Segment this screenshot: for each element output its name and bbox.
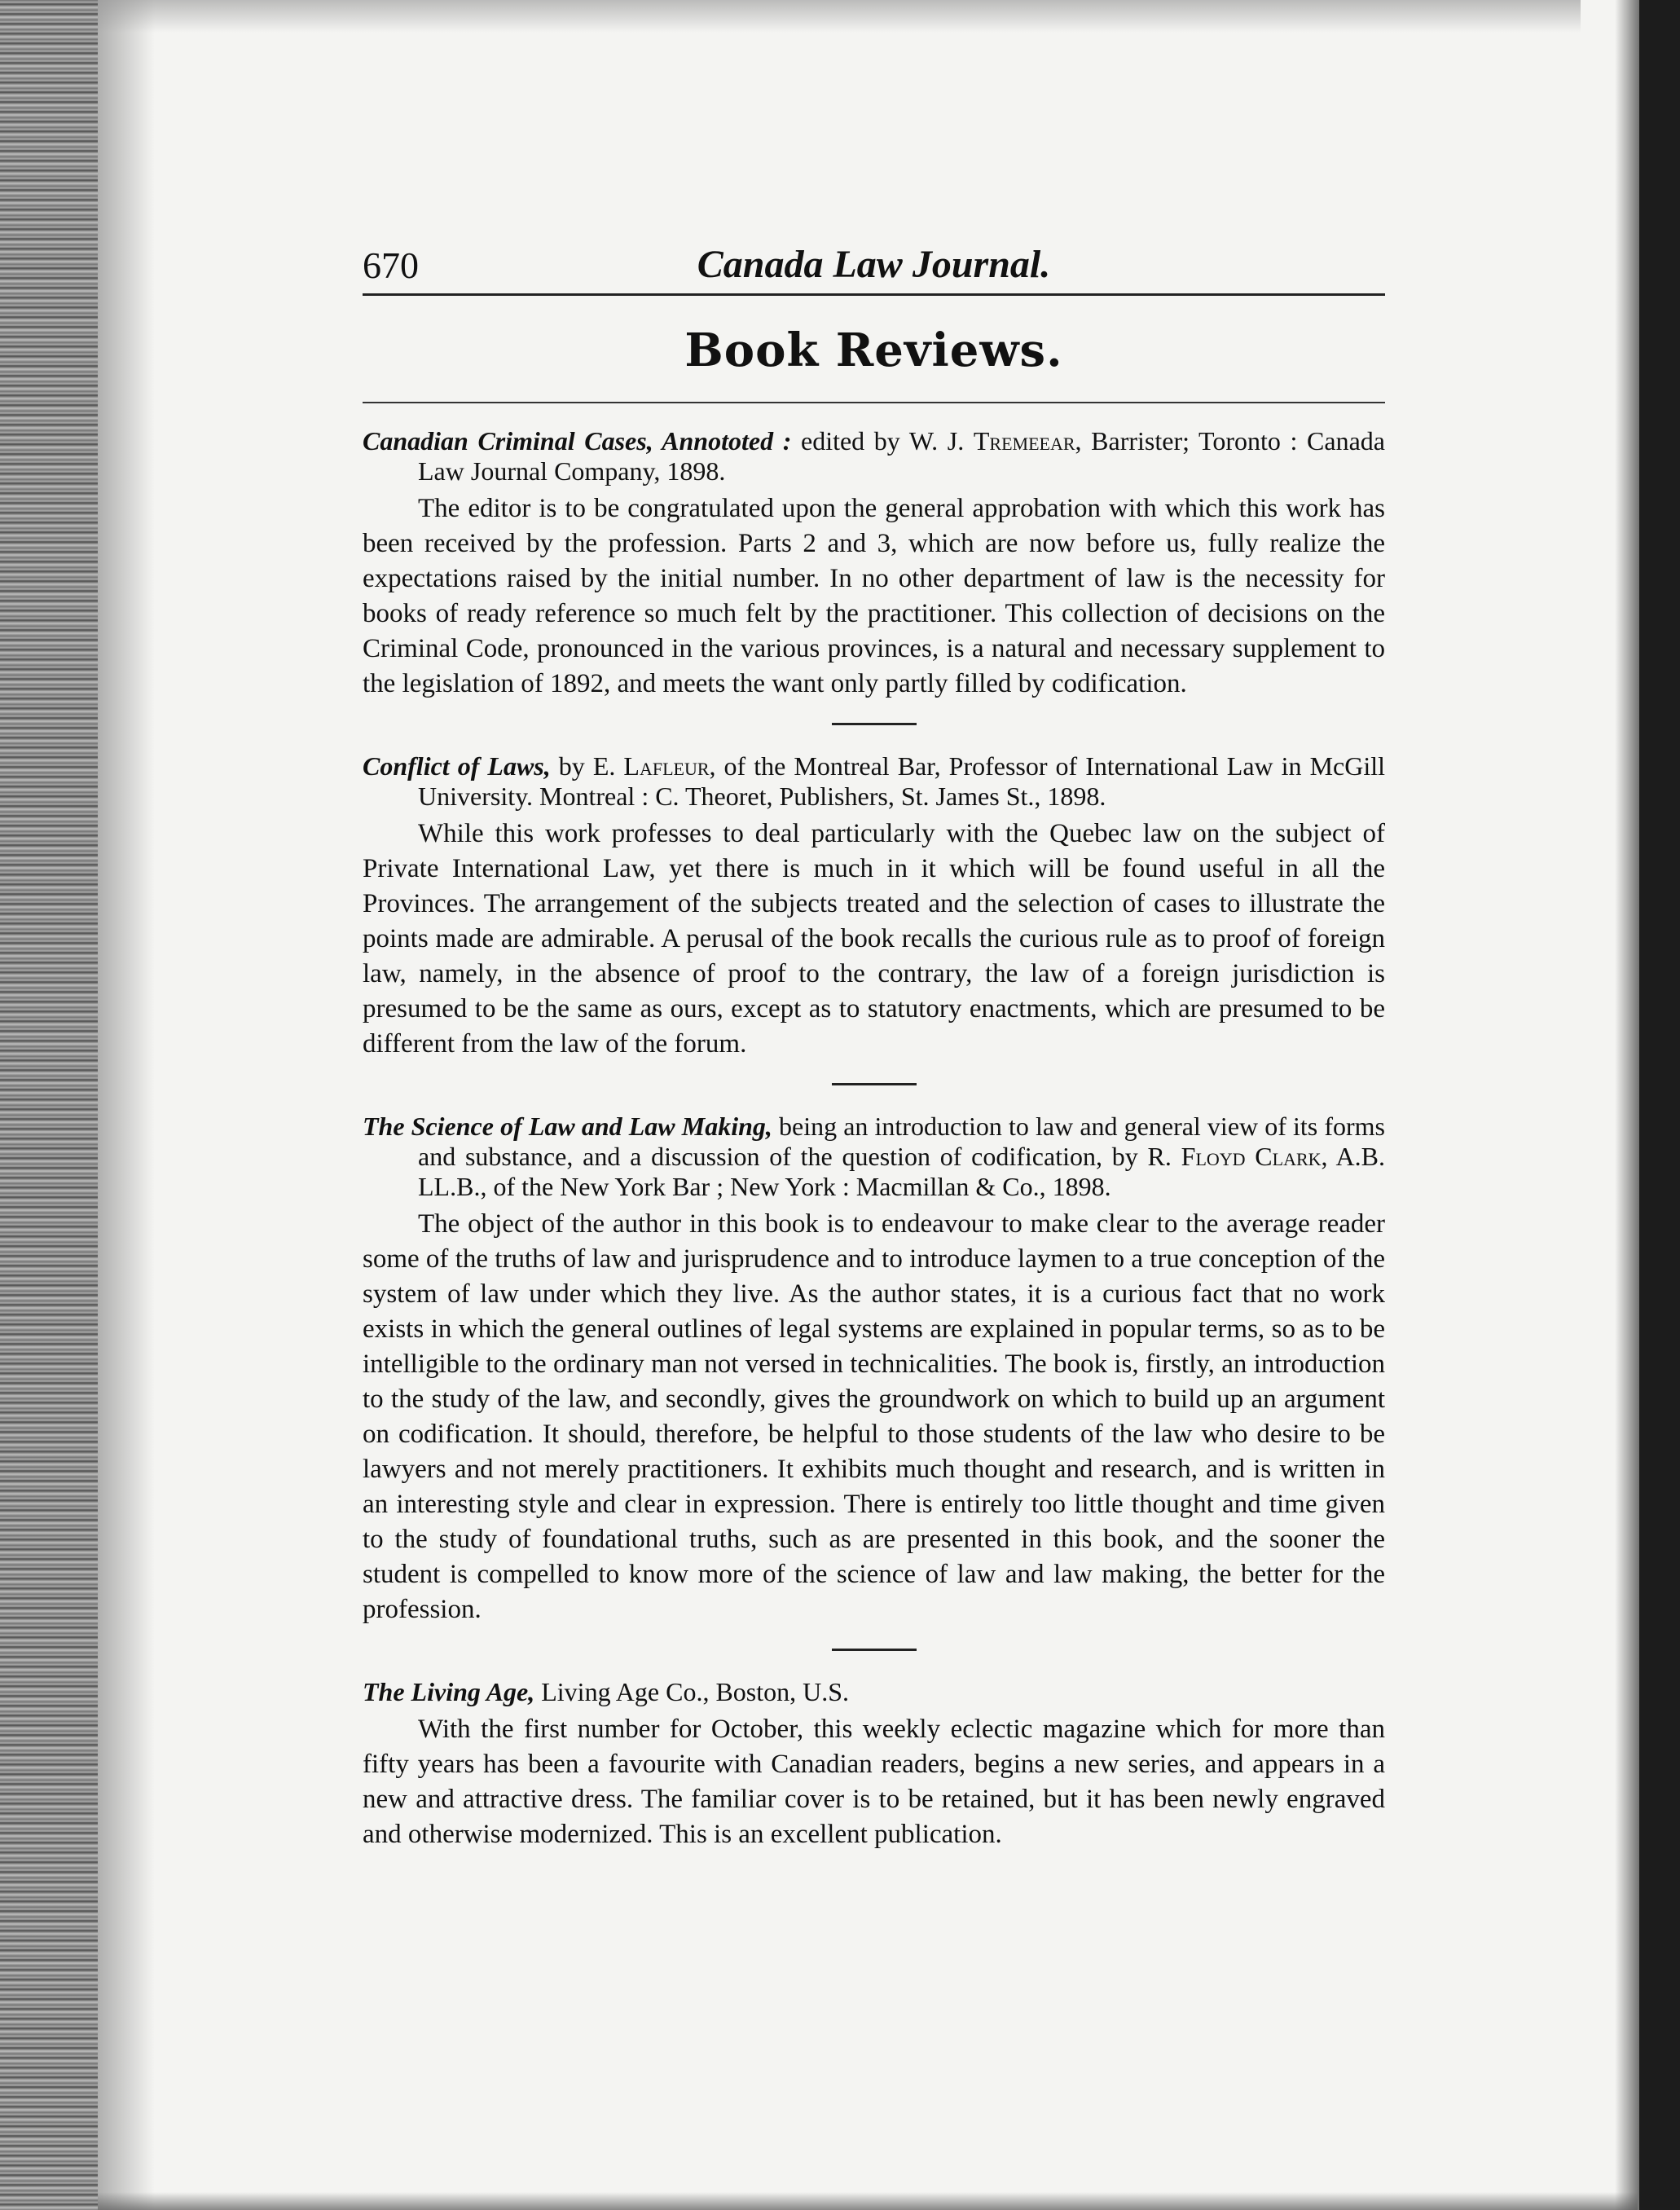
- citation-text: , Barrister; Toronto : Canada Law Journal Company, 1898.: [418, 426, 1386, 486]
- review-citation: [363, 751, 1385, 812]
- citation-text: , of the Montreal Bar, Professor of International Law in McGill University. Montreal : C. Theoret, Publishers, St. James St., 1898.: [418, 751, 1386, 811]
- page-number: 670: [363, 244, 419, 286]
- review-citation: [363, 1112, 1385, 1202]
- review-body: The editor is to be congratulated upon the general approbation with which this work has been received by the profession. Parts 2 and 3, which are now before us, fully realize the expectations raised by the initial number. In no other department of law is the necessity for books of ready reference so much felt by the practitioner. This collection of decisions on the Criminal Code, pronounced in the various provinces, is a natural and necessary supplement to the legislation of 1892, and meets the want only partly filled by codification.: [363, 494, 1385, 698]
- scan-edge-right-shadow: [1615, 0, 1639, 2210]
- review-body: While this work professes to deal particularly with the Quebec law on the subject of Private International Law, yet there is much in it which will be found useful in all the Provinces. The arrangement of the subjects treated and the selection of cases to illustrate the points made are admirable. A perusal of the book recalls the curious rule as to proof of foreign law, namely, in the absence of proof to the contrary, the law of a foreign jurisdiction is presumed to be the same as ours, except as to statutory enactments, which are presumed to be different from the law of the forum.: [363, 819, 1385, 1059]
- scan-edge-right: [1639, 0, 1680, 2210]
- book-title: Canadian Criminal Cases, Annototed :: [363, 426, 792, 456]
- section-divider: [832, 1649, 917, 1651]
- citation-text: Living Age Co., Boston, U.S.: [534, 1677, 850, 1706]
- book-title: Conflict of Laws,: [363, 751, 551, 781]
- running-head: [363, 220, 1385, 296]
- review-body: With the first number for October, this weekly eclectic magazine which for more than fifty years has been a favourite with Canadian readers, begins a new series, and appears in a new and attractive dress. The familiar cover is to be retained, but it has been newly engraved and otherwise modernized. This is an excellent publication.: [363, 1715, 1385, 1849]
- citation-text: being an introduction to law and general view of its forms and substance, and a discussion of the question of codification, by R.: [418, 1112, 1385, 1171]
- review-body: The object of the author in this book is to endeavour to make clear to the average reader some of the truths of law and jurisprudence and to introduce laymen to a true conception of the system of law under which they live. As the author states, it is a curious fact that no work exists in which the general outlines of legal systems are explained in popular terms, so as to be intelligible to the ordinary man not versed in technicalities. The book is, firstly, an introduction to the study of the law, and secondly, gives the groundwork on which to build up an argument on codification. It should, therefore, be helpful to those students of the law who desire to be lawyers and not merely practitioners. It exhibits much thought and research, and is written in an interesting style and clear in expression. There is entirely too little thought and time given to the study of foundational truths, such as are presented in this book, and the sooner the student is compelled to know more of the science of law and law making, the better for the profession.: [363, 1209, 1385, 1624]
- review-1: [363, 426, 1385, 702]
- author-name: Floyd Clark: [1181, 1142, 1322, 1171]
- scan-edge-top: [98, 0, 1581, 33]
- citation-text: edited by W. J.: [791, 426, 974, 456]
- section-divider: [832, 723, 917, 725]
- page-content: [363, 220, 1385, 1852]
- author-name: Tremeear: [973, 426, 1075, 456]
- scan-edge-left-shadow: [98, 0, 155, 2210]
- review-citation: [363, 426, 1385, 486]
- journal-title: Canada Law Journal.: [697, 243, 1051, 286]
- review-3: [363, 1112, 1385, 1627]
- title-rule: [363, 402, 1385, 403]
- scan-edge-left: [0, 0, 98, 2210]
- review-2: [363, 751, 1385, 1062]
- scan-edge-bottom: [98, 2192, 1638, 2210]
- section-title: Book Reviews.: [684, 324, 1063, 377]
- review-citation: [363, 1677, 1385, 1707]
- author-name: Lafleur: [623, 751, 710, 781]
- citation-text: by E.: [550, 751, 624, 781]
- book-title: The Living Age,: [363, 1677, 535, 1706]
- book-title: The Science of Law and Law Making,: [363, 1112, 772, 1141]
- citation-text: , A.B. LL.B., of the New York Bar ; New York : Macmillan & Co., 1898.: [418, 1142, 1386, 1201]
- review-4: [363, 1677, 1385, 1852]
- section-divider: [832, 1083, 917, 1085]
